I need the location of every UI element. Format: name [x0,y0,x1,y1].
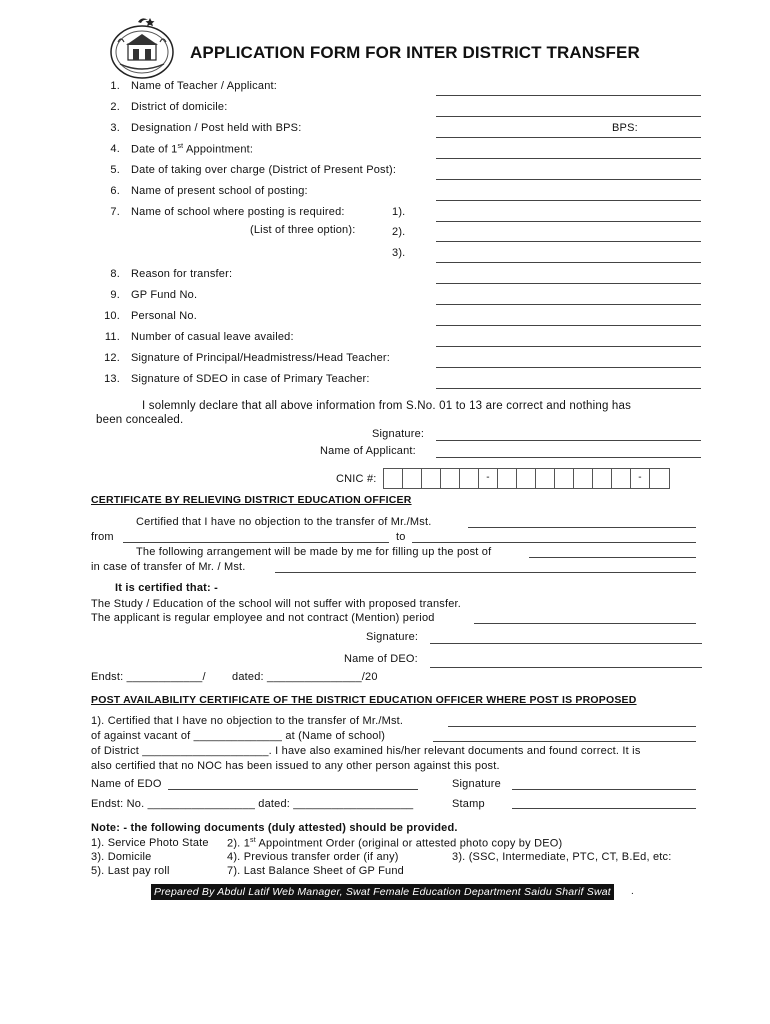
note-item: 4). Previous transfer order (if any) [227,851,399,863]
school-option-2-field[interactable] [436,241,701,242]
relieving-text-1: Certified that I have no objection to the transfer of Mr./Mst. [136,516,432,528]
label-domicile: District of domicile: [131,101,228,113]
present-school-field[interactable] [436,200,701,201]
cnic-input-boxes[interactable] [383,468,670,489]
post-text-1: 1). Certified that I have no objection to the transfer of Mr./Mst. [91,715,404,727]
label-edo-signature: Signature [452,778,501,790]
prepared-by-banner: Prepared By Abdul Latif Web Manager, Swat Female Education Department Saidu Sharif Swat [151,884,614,900]
label-charge-date: Date of taking over charge (District of Present Post): [131,164,397,176]
item-number: 7. [110,206,120,218]
post-text-3: of District ____________________. I have also examined his/her relevant documents and found correct. It is [91,745,641,757]
cnic-cell[interactable] [536,469,555,488]
item-number: 6. [110,185,120,197]
label-designation: Designation / Post held with BPS: [131,122,302,134]
note-item: 1). Service Photo State [91,837,209,849]
edo-signature-field[interactable] [512,789,696,790]
note-heading: Note: - the following documents (duly attested) should be provided. [91,822,458,834]
page-title: APPLICATION FORM FOR INTER DISTRICT TRANSFER [190,43,640,62]
domicile-field[interactable] [436,116,701,117]
gp-fund-field[interactable] [436,304,701,305]
note-item: 5). Last pay roll [91,865,170,877]
relieving-heading: CERTIFICATE BY RELIEVING DISTRICT EDUCATION OFFICER [91,494,412,506]
certified-label: It is certified that: - [115,582,218,594]
cnic-cell[interactable] [403,469,422,488]
label-gp-fund: GP Fund No. [131,289,198,301]
personal-no-field[interactable] [436,325,701,326]
school-option-1-field[interactable] [436,221,701,222]
post-text-4: also certified that no NOC has been issued to any other person against this post. [91,760,500,772]
item-number: 11. [104,331,120,343]
contract-period-field[interactable] [474,623,696,624]
relieving-text-5: The Study / Education of the school will not suffer with proposed transfer. [91,598,462,610]
cnic-cell[interactable] [593,469,612,488]
applicant-name-field[interactable] [436,95,701,96]
relieving-text-6: The applicant is regular employee and not contract (Mention) period [91,612,435,624]
post-text-2: of against vacant of ______________ at (Name of school) [91,730,386,742]
option-label: 2). [392,226,406,238]
applicant-signature-field[interactable] [436,440,701,441]
principal-signature-field[interactable] [436,367,701,368]
label-cnic: CNIC #: [336,473,377,485]
label-deo-name: Name of DEO: [344,653,418,665]
label-sdeo-signature: Signature of SDEO in case of Primary Teacher: [131,373,370,385]
relieving-to-field[interactable] [412,542,696,543]
item-number: 12. [104,352,120,364]
note-item: 3). (SSC, Intermediate, PTC, CT, B.Ed, etc: [452,851,672,863]
relieving-dated: dated: _______________/20 [232,671,378,683]
relieving-text-4: in case of transfer of Mr. / Mst. [91,561,246,573]
cnic-cell[interactable] [574,469,593,488]
deo-name-field[interactable] [430,667,702,668]
item-number: 13. [104,373,120,385]
label-edo-name: Name of EDO [91,778,162,790]
label-casual-leave: Number of casual leave availed: [131,331,294,343]
option-label: 3). [392,247,406,259]
reason-field[interactable] [436,283,701,284]
cnic-separator: - [631,469,650,488]
deo-signature-field[interactable] [430,643,702,644]
first-appointment-field[interactable] [436,158,701,159]
label-bps: BPS: [612,122,638,134]
item-number: 10. [104,310,120,322]
cnic-cell[interactable] [498,469,517,488]
item-number: 3. [110,122,120,134]
note-item: 7). Last Balance Sheet of GP Fund [227,865,405,877]
label-required-school: Name of school where posting is required: [131,206,345,218]
label-applicant-name-decl: Name of Applicant: [320,445,416,457]
stamp-field[interactable] [512,808,696,809]
cnic-cell[interactable] [612,469,631,488]
declaration-text-cont: been concealed. [96,414,184,426]
post-name-field[interactable] [448,726,696,727]
label-applicant-signature: Signature: [372,428,425,440]
item-number: 4. [110,143,120,155]
note-item: 2). 1st Appointment Order (original or attested photo copy by DEO) [227,837,563,850]
relieving-endst: Endst: ____________/ [91,671,206,683]
label-from: from [91,531,114,543]
label-first-appointment: Date of 1st Appointment: [131,143,254,156]
label-personal-no: Personal No. [131,310,197,322]
label-applicant-name: Name of Teacher / Applicant: [131,80,278,92]
applicant-name-decl-field[interactable] [436,457,701,458]
post-endst: Endst: No. _________________ dated: ___________________ [91,798,414,810]
cnic-cell[interactable] [422,469,441,488]
charge-date-field[interactable] [436,179,701,180]
relieving-text-3: The following arrangement will be made by me for filling up the post of [136,546,492,558]
item-number: 2. [110,101,120,113]
cnic-cell[interactable] [441,469,460,488]
cnic-cell[interactable] [650,469,669,488]
school-option-3-field[interactable] [436,262,701,263]
cnic-separator: - [479,469,498,488]
label-deo-signature: Signature: [366,631,419,643]
item-number: 8. [110,268,120,280]
note-item: 3). Domicile [91,851,152,863]
option-label: 1). [392,206,406,218]
label-present-school: Name of present school of posting: [131,185,308,197]
label-list-options: (List of three option): [250,224,356,236]
department-logo-icon [106,14,178,80]
declaration-text: I solemnly declare that all above information from S.No. 01 to 13 are correct and nothing has [142,400,632,412]
item-number: 1. [110,80,120,92]
relieving-post-field[interactable] [529,557,696,558]
relieving-from-field[interactable] [123,542,389,543]
cnic-cell[interactable] [384,469,403,488]
cnic-cell[interactable] [517,469,536,488]
label-to: to [396,531,406,543]
item-number: 5. [110,164,120,176]
relieving-name-field[interactable] [468,527,696,528]
designation-field[interactable] [436,137,701,138]
sdeo-signature-field[interactable] [436,388,701,389]
label-stamp: Stamp [452,798,485,810]
post-school-field[interactable] [433,741,696,742]
casual-leave-field[interactable] [436,346,701,347]
cnic-cell[interactable] [555,469,574,488]
item-number: 9. [110,289,120,301]
label-reason: Reason for transfer: [131,268,233,280]
relieving-transfer-field[interactable] [275,572,696,573]
footer-period: . [631,886,634,897]
cnic-cell[interactable] [460,469,479,488]
label-principal-signature: Signature of Principal/Headmistress/Head Teacher: [131,352,391,364]
post-availability-heading: POST AVAILABILITY CERTIFICATE OF THE DISTRICT EDUCATION OFFICER WHERE POST IS PROPOSED [91,694,637,706]
edo-name-field[interactable] [168,789,418,790]
